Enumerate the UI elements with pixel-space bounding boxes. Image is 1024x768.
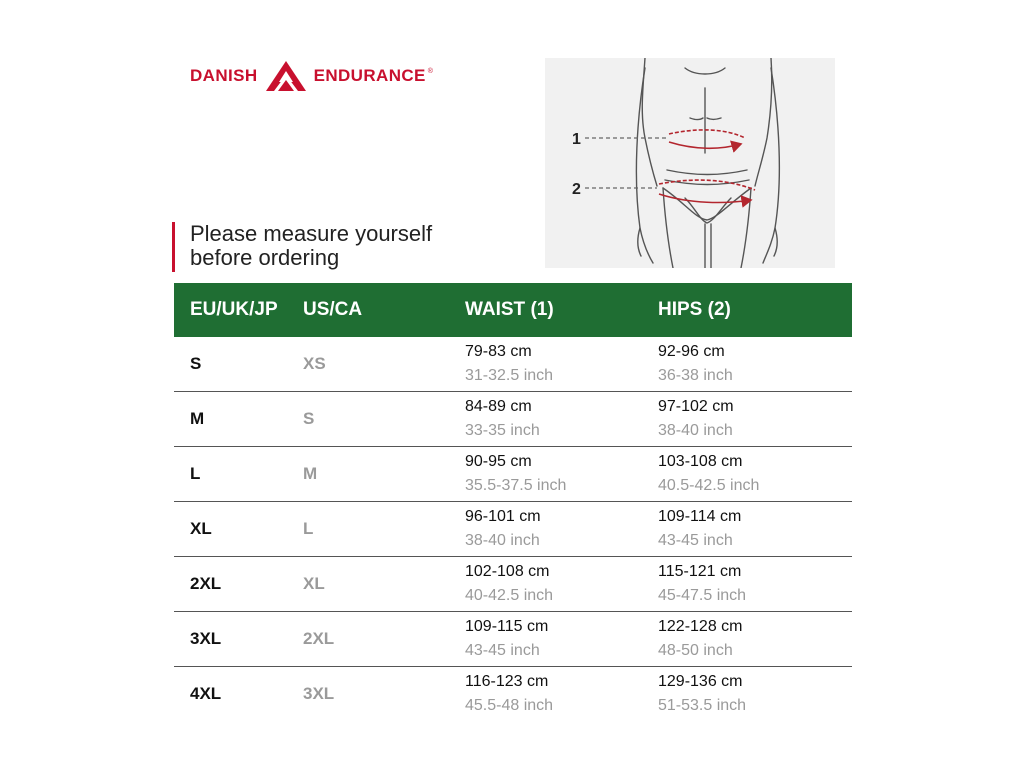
table-row xyxy=(174,557,852,612)
table-header-row xyxy=(174,283,852,337)
hips-cm: 97-102 cm xyxy=(658,398,734,415)
header-waist: WAIST (1) xyxy=(465,299,554,320)
eu-size: M xyxy=(190,409,205,428)
hips-cm: 115-121 cm xyxy=(658,563,742,580)
hips-inch: 40.5-42.5 inch xyxy=(658,477,760,494)
hips-cm: 122-128 cm xyxy=(658,618,743,635)
us-size: L xyxy=(303,519,314,538)
table-row xyxy=(174,667,852,721)
hips-cm: 92-96 cm xyxy=(658,343,725,360)
size-chart-table xyxy=(174,283,852,721)
eu-size: S xyxy=(190,354,202,373)
waist-cell xyxy=(465,395,658,443)
waist-cell xyxy=(465,670,658,718)
waist-cm: 96-101 cm xyxy=(465,508,541,525)
hips-cm: 129-136 cm xyxy=(658,673,743,690)
hips-cell xyxy=(658,670,852,718)
us-size: XS xyxy=(303,354,326,373)
hips-cell xyxy=(658,615,852,663)
registered-mark: ® xyxy=(427,68,433,75)
header-eu: EU/UK/JP xyxy=(190,299,278,320)
hips-inch: 48-50 inch xyxy=(658,642,733,659)
measurement-figure xyxy=(545,58,835,268)
eu-size: 4XL xyxy=(190,684,222,703)
hips-cm: 103-108 cm xyxy=(658,453,743,470)
marker-1-label: 1 xyxy=(572,131,581,148)
waist-inch: 35.5-37.5 inch xyxy=(465,477,567,494)
eu-size: 2XL xyxy=(190,574,222,593)
eu-size: 3XL xyxy=(190,629,222,648)
hips-cell xyxy=(658,450,852,498)
eu-size: XL xyxy=(190,519,212,538)
us-size: M xyxy=(303,464,318,483)
waist-inch: 33-35 inch xyxy=(465,422,540,439)
hips-cell xyxy=(658,340,852,388)
table-row xyxy=(174,337,852,392)
table-row xyxy=(174,502,852,557)
marker-2-label: 2 xyxy=(572,181,581,198)
body-outline-illustration xyxy=(545,58,835,268)
waist-inch: 45.5-48 inch xyxy=(465,697,554,714)
brand-word-right: ENDURANCE xyxy=(313,66,426,85)
hips-cell xyxy=(658,395,852,443)
brand-logo xyxy=(190,58,433,94)
waist-inch: 38-40 inch xyxy=(465,532,540,549)
waist-cm: 90-95 cm xyxy=(465,453,532,470)
waist-cm: 79-83 cm xyxy=(465,343,532,360)
hips-cell xyxy=(658,560,852,608)
hips-inch: 51-53.5 inch xyxy=(658,697,747,714)
eu-size: L xyxy=(190,464,201,483)
waist-cell xyxy=(465,560,658,608)
us-size: 3XL xyxy=(303,684,335,703)
hips-cell xyxy=(658,505,852,553)
table-row xyxy=(174,447,852,502)
hips-inch: 45-47.5 inch xyxy=(658,587,747,604)
waist-cell xyxy=(465,615,658,663)
waist-inch: 31-32.5 inch xyxy=(465,367,554,384)
measure-instruction xyxy=(172,222,432,272)
waist-cm: 116-123 cm xyxy=(465,673,549,690)
waist-cm: 84-89 cm xyxy=(465,398,532,415)
us-size: S xyxy=(303,409,315,428)
waist-inch: 43-45 inch xyxy=(465,642,540,659)
waist-cell xyxy=(465,505,658,553)
header-hips: HIPS (2) xyxy=(658,299,731,320)
hips-inch: 38-40 inch xyxy=(658,422,733,439)
brand-mountain-icon xyxy=(264,59,308,93)
us-size: XL xyxy=(303,574,325,593)
hips-inch: 43-45 inch xyxy=(658,532,733,549)
header-us: US/CA xyxy=(303,299,363,320)
hips-cm: 109-114 cm xyxy=(658,508,742,525)
waist-cell xyxy=(465,450,658,498)
instruction-line-2: before ordering xyxy=(190,245,340,270)
waist-cm: 109-115 cm xyxy=(465,618,549,635)
brand-word-left: DANISH xyxy=(190,66,258,85)
hips-inch: 36-38 inch xyxy=(658,367,733,384)
instruction-line-1: Please measure yourself xyxy=(190,221,433,246)
table-row xyxy=(174,612,852,667)
waist-inch: 40-42.5 inch xyxy=(465,587,554,604)
waist-cell xyxy=(465,340,658,388)
table-row xyxy=(174,392,852,447)
waist-cm: 102-108 cm xyxy=(465,563,550,580)
us-size: 2XL xyxy=(303,629,335,648)
